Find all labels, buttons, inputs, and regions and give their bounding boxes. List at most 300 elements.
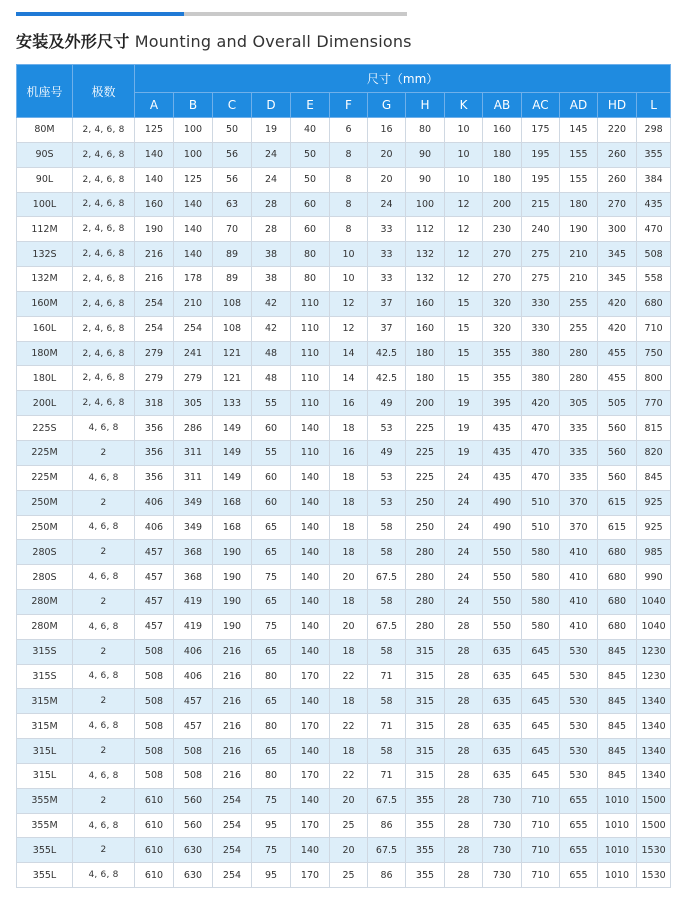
table-row <box>17 639 671 664</box>
cell-dim-g: 67.5 <box>368 565 406 590</box>
cell-dim-k: 19 <box>445 416 483 441</box>
cell-dim-ad: 210 <box>560 267 598 292</box>
cell-poles: 2, 4, 6, 8 <box>73 316 135 341</box>
cell-dim-ab: 320 <box>483 316 522 341</box>
cell-dim-b: 140 <box>174 192 213 217</box>
cell-dim-c: 254 <box>213 838 252 863</box>
cell-frame: 280S <box>17 540 73 565</box>
cell-dim-h: 90 <box>406 142 445 167</box>
cell-dim-ac: 195 <box>522 142 560 167</box>
cell-dim-ac: 710 <box>522 813 560 838</box>
cell-dim-c: 89 <box>213 242 252 267</box>
cell-dim-e: 140 <box>291 540 330 565</box>
cell-poles: 2 <box>73 739 135 764</box>
cell-dim-h: 280 <box>406 540 445 565</box>
cell-dim-c: 63 <box>213 192 252 217</box>
cell-dim-b: 241 <box>174 341 213 366</box>
cell-frame: 90S <box>17 142 73 167</box>
cell-dim-a: 190 <box>135 217 174 242</box>
cell-dim-a: 318 <box>135 391 174 416</box>
cell-dim-g: 67.5 <box>368 788 406 813</box>
cell-dim-ac: 645 <box>522 689 560 714</box>
col-header-h: H <box>406 93 445 118</box>
cell-dim-a: 406 <box>135 490 174 515</box>
cell-dim-ab: 635 <box>483 714 522 739</box>
cell-dim-c: 216 <box>213 763 252 788</box>
cell-dim-d: 42 <box>252 316 291 341</box>
cell-dim-f: 25 <box>330 863 368 888</box>
cell-dim-e: 140 <box>291 590 330 615</box>
cell-dim-ab: 160 <box>483 118 522 143</box>
cell-dim-d: 60 <box>252 465 291 490</box>
cell-frame: 225S <box>17 416 73 441</box>
cell-dim-ac: 710 <box>522 838 560 863</box>
cell-frame: 132M <box>17 267 73 292</box>
cell-dim-ad: 530 <box>560 689 598 714</box>
cell-dim-l: 1040 <box>637 614 671 639</box>
cell-dim-ad: 410 <box>560 540 598 565</box>
cell-dim-e: 110 <box>291 291 330 316</box>
cell-dim-g: 53 <box>368 416 406 441</box>
cell-dim-ad: 410 <box>560 565 598 590</box>
cell-dim-g: 71 <box>368 664 406 689</box>
cell-dim-a: 508 <box>135 763 174 788</box>
cell-dim-a: 356 <box>135 465 174 490</box>
cell-dim-h: 160 <box>406 316 445 341</box>
cell-dim-f: 18 <box>330 465 368 490</box>
cell-dim-c: 50 <box>213 118 252 143</box>
cell-dim-ad: 530 <box>560 763 598 788</box>
cell-dim-d: 55 <box>252 440 291 465</box>
cell-dim-b: 125 <box>174 167 213 192</box>
cell-dim-b: 560 <box>174 788 213 813</box>
cell-dim-hd: 560 <box>598 440 637 465</box>
table-row <box>17 192 671 217</box>
cell-dim-f: 18 <box>330 515 368 540</box>
cell-dim-e: 110 <box>291 391 330 416</box>
cell-dim-hd: 455 <box>598 341 637 366</box>
cell-dim-ab: 270 <box>483 242 522 267</box>
cell-frame: 315L <box>17 739 73 764</box>
cell-dim-f: 16 <box>330 391 368 416</box>
cell-dim-hd: 615 <box>598 515 637 540</box>
cell-dim-c: 70 <box>213 217 252 242</box>
cell-dim-ab: 435 <box>483 465 522 490</box>
cell-dim-a: 279 <box>135 341 174 366</box>
cell-dim-b: 286 <box>174 416 213 441</box>
cell-dim-ac: 710 <box>522 788 560 813</box>
cell-dim-d: 28 <box>252 192 291 217</box>
cell-dim-ad: 410 <box>560 614 598 639</box>
cell-dim-l: 925 <box>637 490 671 515</box>
cell-dim-h: 180 <box>406 341 445 366</box>
cell-dim-e: 140 <box>291 416 330 441</box>
cell-dim-ab: 180 <box>483 142 522 167</box>
cell-dim-ab: 270 <box>483 267 522 292</box>
cell-poles: 4, 6, 8 <box>73 416 135 441</box>
cell-dim-hd: 615 <box>598 490 637 515</box>
cell-dim-g: 20 <box>368 167 406 192</box>
cell-dim-h: 280 <box>406 614 445 639</box>
cell-dim-c: 190 <box>213 540 252 565</box>
cell-poles: 2 <box>73 590 135 615</box>
cell-dim-k: 15 <box>445 341 483 366</box>
cell-frame: 280M <box>17 614 73 639</box>
cell-dim-c: 216 <box>213 639 252 664</box>
cell-dim-d: 75 <box>252 788 291 813</box>
cell-poles: 4, 6, 8 <box>73 664 135 689</box>
cell-dim-ad: 655 <box>560 863 598 888</box>
cell-dim-c: 216 <box>213 664 252 689</box>
cell-dim-l: 925 <box>637 515 671 540</box>
cell-dim-hd: 845 <box>598 739 637 764</box>
cell-dim-c: 168 <box>213 490 252 515</box>
cell-dim-e: 140 <box>291 639 330 664</box>
cell-dim-a: 356 <box>135 416 174 441</box>
cell-dim-d: 65 <box>252 590 291 615</box>
table-row <box>17 739 671 764</box>
cell-dim-ab: 730 <box>483 813 522 838</box>
cell-dim-a: 356 <box>135 440 174 465</box>
cell-poles: 4, 6, 8 <box>73 863 135 888</box>
cell-dim-ac: 645 <box>522 639 560 664</box>
cell-dim-e: 140 <box>291 838 330 863</box>
cell-dim-b: 368 <box>174 565 213 590</box>
cell-poles: 2 <box>73 689 135 714</box>
table-row <box>17 614 671 639</box>
cell-dim-a: 140 <box>135 142 174 167</box>
cell-poles: 4, 6, 8 <box>73 465 135 490</box>
cell-frame: 160L <box>17 316 73 341</box>
cell-dim-k: 19 <box>445 391 483 416</box>
cell-dim-c: 254 <box>213 813 252 838</box>
cell-dim-hd: 560 <box>598 465 637 490</box>
cell-poles: 2 <box>73 440 135 465</box>
cell-dim-e: 140 <box>291 465 330 490</box>
cell-dim-ad: 655 <box>560 838 598 863</box>
cell-dim-hd: 220 <box>598 118 637 143</box>
cell-dim-k: 28 <box>445 664 483 689</box>
page-title-en: Mounting and Overall Dimensions <box>134 32 412 51</box>
cell-dim-k: 28 <box>445 838 483 863</box>
cell-dim-hd: 680 <box>598 540 637 565</box>
cell-dim-e: 50 <box>291 142 330 167</box>
cell-dim-hd: 1010 <box>598 813 637 838</box>
cell-dim-a: 406 <box>135 515 174 540</box>
cell-dim-b: 630 <box>174 863 213 888</box>
cell-dim-hd: 845 <box>598 639 637 664</box>
cell-dim-l: 1230 <box>637 639 671 664</box>
cell-dim-c: 216 <box>213 689 252 714</box>
cell-dim-a: 279 <box>135 366 174 391</box>
cell-dim-f: 22 <box>330 714 368 739</box>
cell-dim-g: 53 <box>368 490 406 515</box>
cell-dim-hd: 845 <box>598 714 637 739</box>
cell-dim-a: 125 <box>135 118 174 143</box>
cell-dim-g: 37 <box>368 291 406 316</box>
cell-dim-c: 149 <box>213 465 252 490</box>
cell-dim-e: 60 <box>291 192 330 217</box>
cell-dim-ad: 305 <box>560 391 598 416</box>
cell-dim-b: 630 <box>174 838 213 863</box>
col-header-ab: AB <box>483 93 522 118</box>
cell-dim-e: 140 <box>291 565 330 590</box>
cell-frame: 90L <box>17 167 73 192</box>
cell-dim-d: 24 <box>252 167 291 192</box>
cell-dim-f: 10 <box>330 267 368 292</box>
cell-dim-d: 55 <box>252 391 291 416</box>
table-row <box>17 142 671 167</box>
cell-dim-h: 355 <box>406 863 445 888</box>
cell-frame: 250M <box>17 515 73 540</box>
cell-dim-b: 457 <box>174 689 213 714</box>
cell-dim-ab: 550 <box>483 565 522 590</box>
cell-dim-k: 28 <box>445 813 483 838</box>
cell-dim-b: 368 <box>174 540 213 565</box>
cell-dim-h: 280 <box>406 590 445 615</box>
cell-dim-g: 58 <box>368 540 406 565</box>
cell-dim-l: 1340 <box>637 763 671 788</box>
cell-dim-b: 508 <box>174 763 213 788</box>
table-row <box>17 590 671 615</box>
cell-poles: 2, 4, 6, 8 <box>73 142 135 167</box>
cell-dim-c: 108 <box>213 316 252 341</box>
cell-dim-hd: 345 <box>598 242 637 267</box>
cell-dim-c: 254 <box>213 788 252 813</box>
cell-dim-g: 86 <box>368 863 406 888</box>
cell-dim-ac: 275 <box>522 242 560 267</box>
cell-poles: 4, 6, 8 <box>73 515 135 540</box>
cell-dim-k: 24 <box>445 515 483 540</box>
cell-poles: 2 <box>73 540 135 565</box>
cell-dim-ad: 410 <box>560 590 598 615</box>
cell-frame: 112M <box>17 217 73 242</box>
table-row <box>17 714 671 739</box>
cell-dim-ac: 580 <box>522 565 560 590</box>
cell-dim-g: 49 <box>368 440 406 465</box>
cell-dim-ab: 490 <box>483 515 522 540</box>
cell-dim-f: 18 <box>330 639 368 664</box>
cell-dim-g: 33 <box>368 242 406 267</box>
cell-dim-ab: 355 <box>483 366 522 391</box>
cell-dim-h: 225 <box>406 416 445 441</box>
cell-dim-d: 95 <box>252 813 291 838</box>
cell-dim-k: 28 <box>445 739 483 764</box>
cell-dim-ab: 635 <box>483 639 522 664</box>
cell-dim-g: 37 <box>368 316 406 341</box>
cell-dim-h: 315 <box>406 739 445 764</box>
cell-dim-d: 65 <box>252 739 291 764</box>
cell-dim-f: 18 <box>330 416 368 441</box>
table-row <box>17 540 671 565</box>
cell-dim-b: 305 <box>174 391 213 416</box>
cell-dim-l: 1500 <box>637 813 671 838</box>
cell-dim-f: 25 <box>330 813 368 838</box>
cell-dim-ad: 210 <box>560 242 598 267</box>
cell-dim-ac: 580 <box>522 540 560 565</box>
cell-poles: 2 <box>73 639 135 664</box>
cell-dim-ac: 420 <box>522 391 560 416</box>
cell-dim-ad: 145 <box>560 118 598 143</box>
cell-dim-d: 65 <box>252 540 291 565</box>
cell-dim-d: 24 <box>252 142 291 167</box>
cell-dim-k: 24 <box>445 490 483 515</box>
cell-frame: 80M <box>17 118 73 143</box>
cell-dim-b: 508 <box>174 739 213 764</box>
cell-dim-a: 508 <box>135 664 174 689</box>
cell-dim-hd: 270 <box>598 192 637 217</box>
cell-dim-ac: 580 <box>522 614 560 639</box>
table-row <box>17 217 671 242</box>
cell-dim-d: 65 <box>252 515 291 540</box>
cell-poles: 2, 4, 6, 8 <box>73 217 135 242</box>
cell-dim-h: 160 <box>406 291 445 316</box>
cell-dim-f: 14 <box>330 341 368 366</box>
cell-dim-ab: 355 <box>483 341 522 366</box>
cell-dim-g: 53 <box>368 465 406 490</box>
cell-dim-l: 1340 <box>637 689 671 714</box>
cell-dim-f: 20 <box>330 614 368 639</box>
cell-dim-b: 406 <box>174 664 213 689</box>
table-row <box>17 267 671 292</box>
cell-dim-hd: 680 <box>598 614 637 639</box>
cell-frame: 355M <box>17 813 73 838</box>
cell-dim-hd: 260 <box>598 142 637 167</box>
cell-dim-g: 58 <box>368 590 406 615</box>
cell-dim-g: 67.5 <box>368 614 406 639</box>
cell-dim-k: 28 <box>445 614 483 639</box>
cell-dim-d: 38 <box>252 242 291 267</box>
cell-dim-hd: 505 <box>598 391 637 416</box>
cell-frame: 280S <box>17 565 73 590</box>
cell-dim-g: 33 <box>368 267 406 292</box>
cell-dim-g: 42.5 <box>368 366 406 391</box>
cell-dim-k: 12 <box>445 217 483 242</box>
cell-dim-ad: 155 <box>560 142 598 167</box>
table-body <box>17 118 671 888</box>
table-row <box>17 291 671 316</box>
col-header-d: D <box>252 93 291 118</box>
cell-dim-e: 140 <box>291 515 330 540</box>
cell-dim-k: 24 <box>445 565 483 590</box>
cell-dim-a: 508 <box>135 639 174 664</box>
cell-frame: 315S <box>17 639 73 664</box>
cell-dim-a: 508 <box>135 689 174 714</box>
cell-dim-h: 315 <box>406 763 445 788</box>
table-row <box>17 118 671 143</box>
cell-dim-k: 28 <box>445 788 483 813</box>
cell-frame: 355L <box>17 838 73 863</box>
cell-dim-ad: 530 <box>560 714 598 739</box>
cell-dim-ac: 330 <box>522 316 560 341</box>
dimensions-table <box>16 64 671 888</box>
col-header-b: B <box>174 93 213 118</box>
cell-frame: 250M <box>17 490 73 515</box>
cell-dim-b: 419 <box>174 590 213 615</box>
cell-dim-hd: 420 <box>598 291 637 316</box>
cell-dim-ac: 330 <box>522 291 560 316</box>
cell-dim-d: 75 <box>252 614 291 639</box>
cell-dim-k: 15 <box>445 366 483 391</box>
cell-dim-e: 80 <box>291 267 330 292</box>
cell-dim-e: 40 <box>291 118 330 143</box>
cell-dim-l: 1530 <box>637 838 671 863</box>
cell-poles: 2 <box>73 788 135 813</box>
cell-dim-g: 58 <box>368 639 406 664</box>
cell-dim-e: 170 <box>291 763 330 788</box>
cell-dim-h: 315 <box>406 689 445 714</box>
table-row <box>17 366 671 391</box>
cell-dim-e: 170 <box>291 714 330 739</box>
cell-dim-d: 60 <box>252 416 291 441</box>
cell-dim-a: 160 <box>135 192 174 217</box>
cell-poles: 2, 4, 6, 8 <box>73 391 135 416</box>
cell-dim-ab: 435 <box>483 440 522 465</box>
cell-dim-h: 90 <box>406 167 445 192</box>
cell-dim-c: 121 <box>213 366 252 391</box>
cell-dim-f: 20 <box>330 838 368 863</box>
cell-dim-a: 610 <box>135 788 174 813</box>
cell-dim-h: 132 <box>406 267 445 292</box>
cell-dim-a: 610 <box>135 863 174 888</box>
cell-dim-hd: 260 <box>598 167 637 192</box>
cell-dim-ab: 395 <box>483 391 522 416</box>
cell-frame: 315L <box>17 763 73 788</box>
col-header-poles: 极数 <box>73 65 135 118</box>
cell-dim-f: 18 <box>330 689 368 714</box>
cell-dim-g: 58 <box>368 515 406 540</box>
cell-dim-ab: 635 <box>483 664 522 689</box>
cell-dim-e: 140 <box>291 739 330 764</box>
cell-dim-c: 190 <box>213 565 252 590</box>
cell-dim-d: 65 <box>252 689 291 714</box>
cell-dim-l: 470 <box>637 217 671 242</box>
cell-dim-a: 254 <box>135 316 174 341</box>
cell-dim-ab: 550 <box>483 614 522 639</box>
table-row <box>17 416 671 441</box>
cell-dim-h: 250 <box>406 515 445 540</box>
table-row <box>17 863 671 888</box>
cell-dim-ac: 580 <box>522 590 560 615</box>
cell-dim-c: 149 <box>213 440 252 465</box>
cell-dim-a: 508 <box>135 739 174 764</box>
cell-dim-ad: 155 <box>560 167 598 192</box>
cell-dim-ac: 510 <box>522 490 560 515</box>
cell-dim-l: 990 <box>637 565 671 590</box>
cell-dim-f: 22 <box>330 664 368 689</box>
cell-dim-d: 42 <box>252 291 291 316</box>
cell-dim-h: 132 <box>406 242 445 267</box>
page-title <box>16 29 412 52</box>
col-header-l: L <box>637 93 671 118</box>
cell-dim-h: 355 <box>406 788 445 813</box>
cell-dim-k: 28 <box>445 763 483 788</box>
cell-dim-f: 6 <box>330 118 368 143</box>
col-header-hd: HD <box>598 93 637 118</box>
cell-dim-g: 16 <box>368 118 406 143</box>
cell-dim-ad: 190 <box>560 217 598 242</box>
cell-dim-h: 355 <box>406 813 445 838</box>
cell-dim-b: 140 <box>174 217 213 242</box>
cell-dim-ad: 655 <box>560 788 598 813</box>
cell-dim-f: 18 <box>330 540 368 565</box>
cell-dim-k: 24 <box>445 465 483 490</box>
cell-dim-c: 56 <box>213 142 252 167</box>
cell-poles: 2, 4, 6, 8 <box>73 366 135 391</box>
cell-dim-h: 200 <box>406 391 445 416</box>
cell-frame: 100L <box>17 192 73 217</box>
cell-dim-hd: 680 <box>598 590 637 615</box>
